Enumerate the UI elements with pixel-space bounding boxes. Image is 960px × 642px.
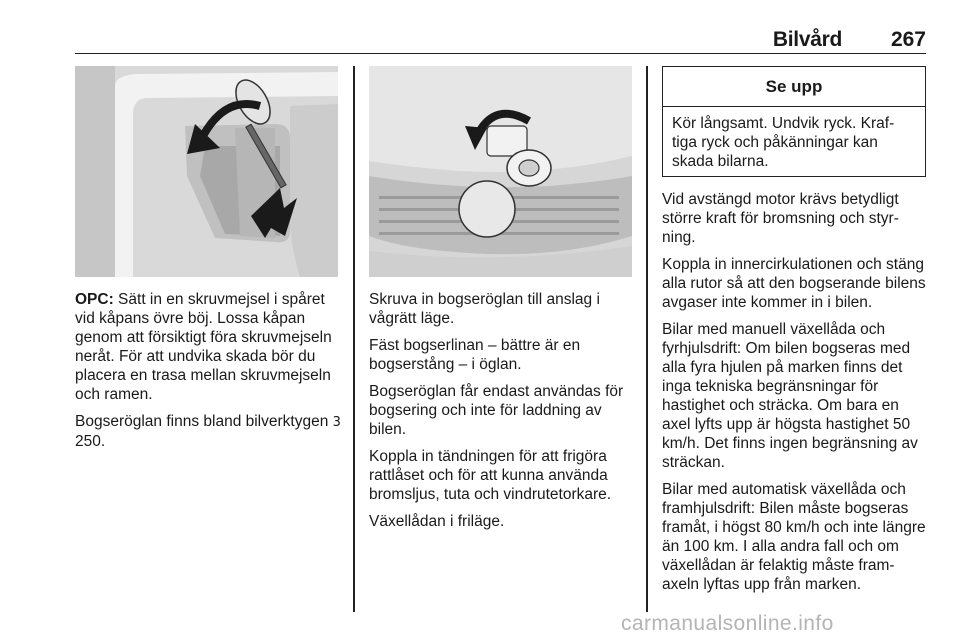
column-left xyxy=(75,290,343,459)
paragraph: Koppla in innercirkulationen och stäng alla rutor så att den bogserande bilens avgaser inte kommer in i bilen. xyxy=(662,256,926,311)
paragraph: Vid avstängd motor krävs betydligt större kraft för bromsning och styr-ning. xyxy=(662,191,899,246)
caution-text: Kör långsamt. Undvik ryck. Kraf-tiga ryck och påkänningar kan skada bilarna. xyxy=(672,115,895,170)
page-ref[interactable]: 250. xyxy=(75,433,106,450)
illustration-towing-eye xyxy=(369,66,632,277)
paragraph: Koppla in tändningen för att frigöra rattlåset och för att kunna använda bromsljus, tuta och vindrutetorkare. xyxy=(369,448,612,503)
tools-text: Bogseröglan finns bland bilverktygen xyxy=(75,413,333,430)
column-divider-right xyxy=(646,66,648,612)
paragraph: Bilar med automatisk växellåda och framhjulsdrift: Bilen måste bogseras framåt, i högst 80 km/h och inte längre än 100 km. I alla andra fall och om växellådan är felaktig måste fram-axeln lyftas upp från marken. xyxy=(662,481,926,593)
illustration-screwdriver xyxy=(75,66,338,277)
figure-screwdriver-cover xyxy=(75,66,338,277)
page-number: 267 xyxy=(890,28,926,51)
paragraph: Fäst bogserlinan – bättre är en bogserstång – i öglan. xyxy=(369,337,581,373)
column-middle xyxy=(369,290,639,539)
column-right xyxy=(662,190,930,602)
paragraph-opc xyxy=(75,290,343,404)
paragraph: Bogseröglan får endast användas för bogsering och inte för laddning av bilen. xyxy=(369,383,624,438)
paragraph: Bilar med manuell växellåda och fyrhjulsdrift: Om bilen bogseras med alla fyra hjulen på marken finns det inga tekniska begränsningar för hastighet och sträcka. Om bara en axel lyfts upp är högsta hastighet 50 km/h. Det finns ingen begränsning av sträckan. xyxy=(662,321,918,471)
caution-box xyxy=(662,66,926,177)
watermark: carmanualsonline.info xyxy=(621,612,834,635)
page-ref-icon: 3 xyxy=(332,415,341,430)
column-divider-left xyxy=(353,66,355,612)
opc-label: OPC: xyxy=(75,291,114,308)
figure-towing-eye xyxy=(369,66,632,277)
caution-title: Se upp xyxy=(663,67,925,107)
page-header xyxy=(75,26,926,54)
paragraph: Skruva in bogseröglan till anslag i vågrätt läge. xyxy=(369,291,600,327)
section-title: Bilvård xyxy=(772,28,842,51)
paragraph-tools xyxy=(75,412,343,451)
opc-text: Sätt in en skruvmejsel i spåret vid kåpans övre böj. Lossa kåpan genom att försiktigt föra skruvmejseln neråt. För att undvika skada bör du placera en trasa mellan skruvmejseln och ramen. xyxy=(75,291,332,403)
paragraph: Växellådan i friläge. xyxy=(369,513,505,530)
